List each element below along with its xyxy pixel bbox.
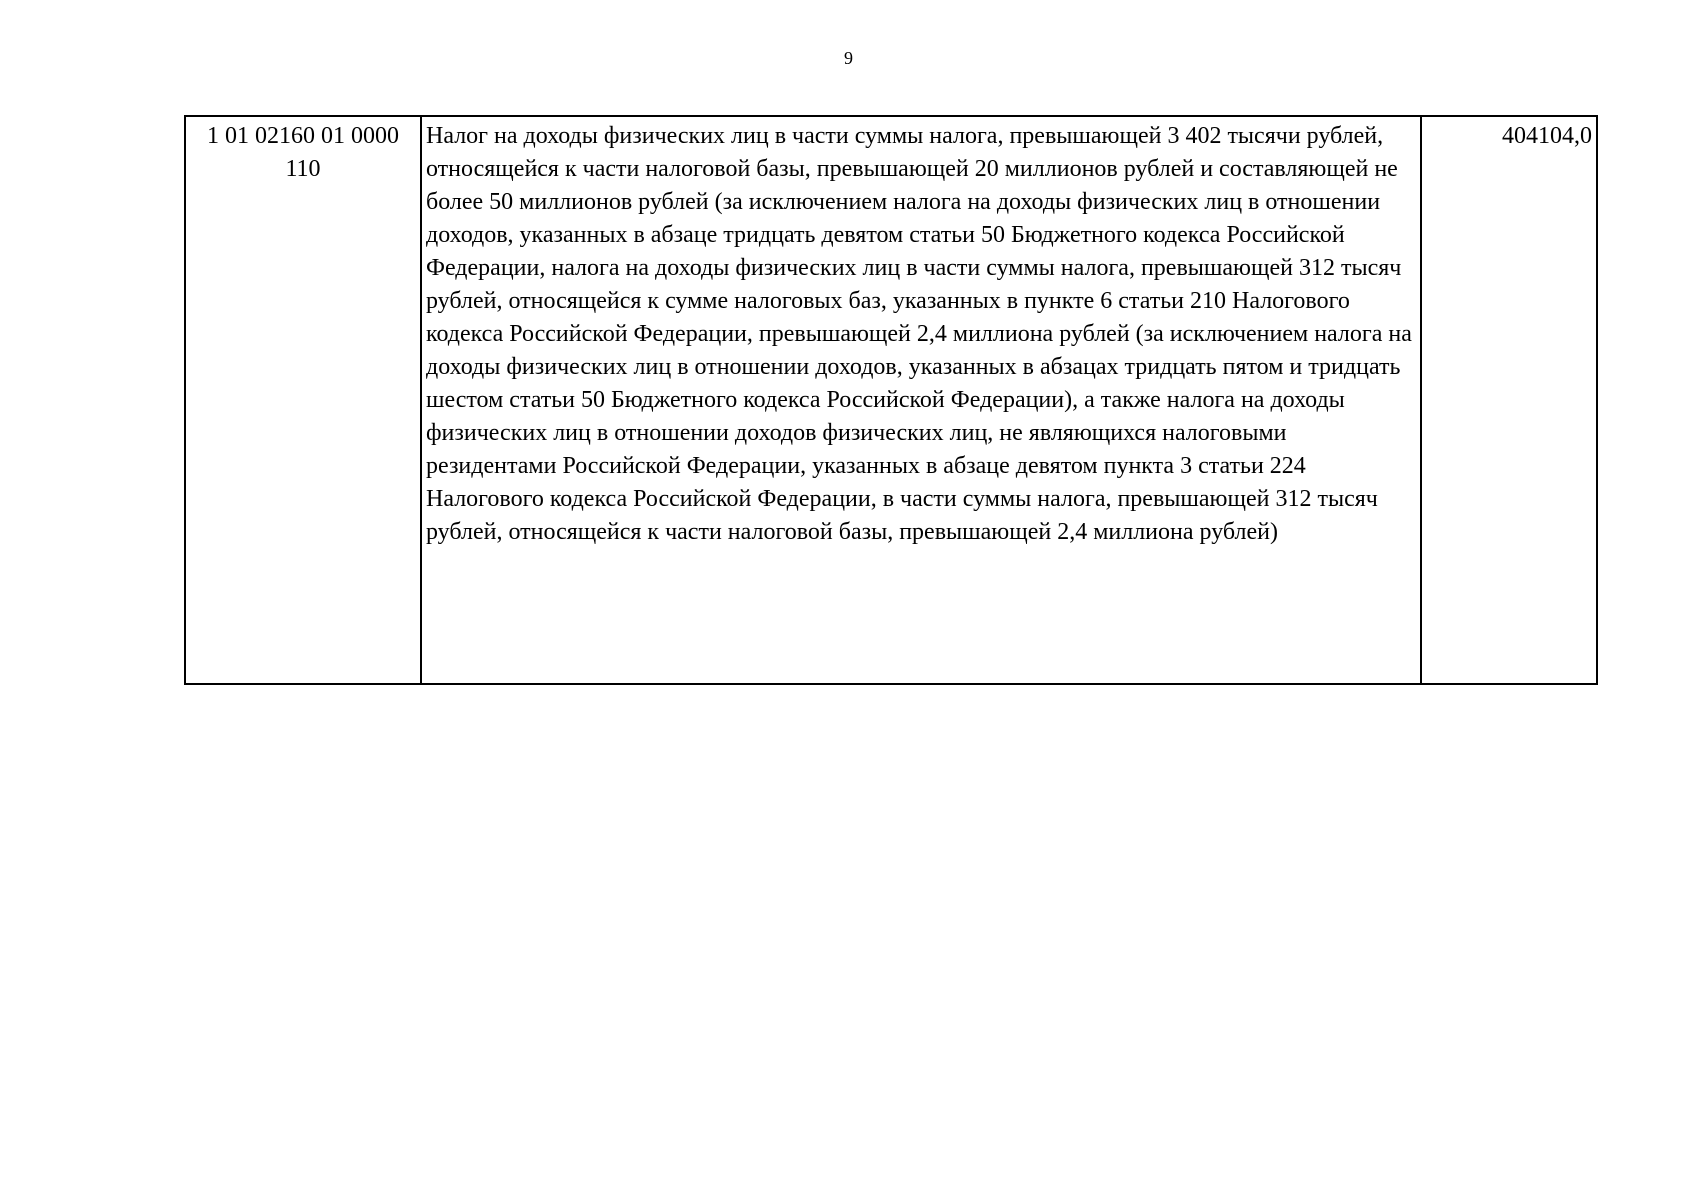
page-number: 9 bbox=[844, 48, 853, 68]
amount-value: 404104,0 bbox=[1421, 116, 1597, 684]
table-row bbox=[185, 116, 1597, 684]
income-name: Налог на доходы физических лиц в части суммы налога, превышающей 3 402 тысячи рублей, относящейся к части налоговой базы, превышающей 20 миллионов рублей и составляющей не более 50 миллионов рублей (за исключением налога на доходы физических лиц в отношении доходов, указанных в абзаце тридцать девятом статьи 50 Бюджетного кодекса Российской Федерации, налога на доходы физических лиц в части суммы налога, превышающей 312 тысяч рублей, относящейся к сумме налоговых баз, указанных в пункте 6 статьи 210 Налогового кодекса Российской Федерации, превышающей 2,4 миллиона рублей (за исключением налога на доходы физических лиц в отношении доходов, указанных в абзацах тридцать пятом и тридцать шестом статьи 50 Бюджетного кодекса Российской Федерации), а также налога на доходы физических лиц в отношении доходов физических лиц, не являющихся налоговыми резидентами Российской Федерации, указанных в абзаце девятом пункта 3 статьи 224 Налогового кодекса Российской Федерации, в части суммы налога, превышающей 312 тысяч рублей, относящейся к части налоговой базы, превышающей 2,4 миллиона рублей) bbox=[421, 116, 1421, 684]
budget-classification-code: 1 01 02160 01 0000 110 bbox=[185, 116, 421, 684]
budget-table bbox=[184, 115, 1598, 685]
